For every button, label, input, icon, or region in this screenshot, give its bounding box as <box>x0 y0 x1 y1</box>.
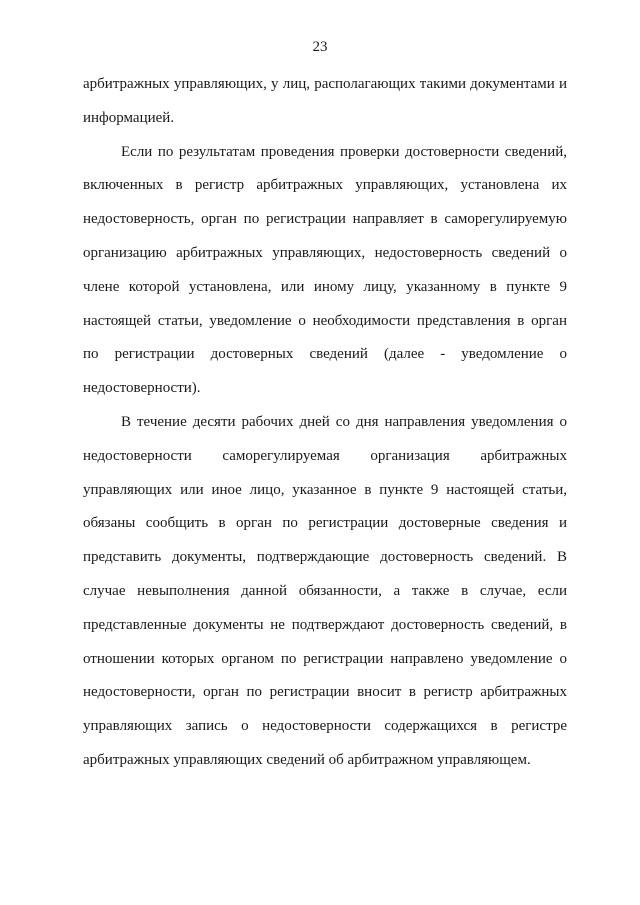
text-line: арбитражных управляющих, у лиц, располагающих такими документами и <box>83 76 567 92</box>
text-line: недостоверности саморегулируемая организация арбитражных <box>83 447 567 464</box>
text-line: случае невыполнения данной обязанности, а также в случае, если <box>83 582 567 599</box>
text-line: настоящей статьи, уведомление о необходимости представления в орган <box>83 312 567 329</box>
text-line: недостоверность, орган по регистрации направляет в саморегулируемую <box>83 211 567 228</box>
text-line: управляющих или иное лицо, указанное в пункте 9 настоящей статьи, <box>83 481 567 498</box>
text-line: отношении которых органом по регистрации направлено уведомление о <box>83 650 567 667</box>
paragraph <box>83 406 567 778</box>
text-line: управляющих запись о недостоверности содержащихся в регистре <box>83 718 567 735</box>
text-line: представленные документы не подтверждают достоверность сведений, в <box>83 616 567 633</box>
text-line: арбитражных управляющих сведений об арбитражном управляющем. <box>83 751 531 768</box>
text-line: Если по результатам проведения проверки достоверности сведений, <box>121 143 567 160</box>
paragraph <box>83 68 567 136</box>
document-body <box>83 68 567 778</box>
text-line: информацией. <box>83 109 175 126</box>
text-line: организацию арбитражных управляющих, недостоверность сведений о <box>83 244 567 261</box>
paragraph <box>83 136 567 406</box>
text-line: представить документы, подтверждающие достоверность сведений. В <box>83 549 567 566</box>
text-line: В течение десяти рабочих дней со дня направления уведомления о <box>121 413 567 430</box>
text-line: обязаны сообщить в орган по регистрации достоверные сведения и <box>83 515 567 532</box>
text-line: недостоверности). <box>83 380 201 397</box>
text-line: члене которой установлена, или иному лицу, указанному в пункте 9 <box>83 278 567 295</box>
page-number: 23 <box>312 39 328 55</box>
text-line: недостоверности, орган по регистрации вносит в регистр арбитражных <box>83 684 567 701</box>
text-line: включенных в регистр арбитражных управляющих, установлена их <box>83 177 567 194</box>
text-line: по регистрации достоверных сведений (далее - уведомление о <box>83 346 567 363</box>
